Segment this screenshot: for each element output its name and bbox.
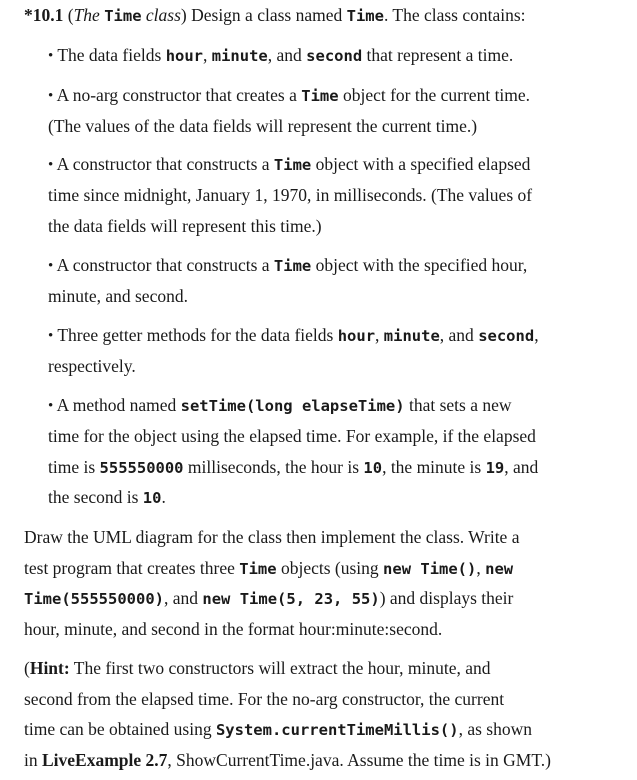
bullet-point: • xyxy=(48,88,54,104)
bullet-line: time for the object using the elapsed time. For example, if the elapsed xyxy=(48,426,536,446)
bullet-line: the second is 10. xyxy=(48,487,166,507)
bullet-line: minute, and second. xyxy=(48,286,188,306)
exercise-number: *10.1 xyxy=(24,5,64,25)
instructions-line: hour, minute, and second in the format hour:minute:second. xyxy=(24,619,443,639)
hint-line: second from the elapsed time. For the no-arg constructor, the current xyxy=(24,689,505,709)
bullet-point: • xyxy=(48,398,54,414)
live-example-link: LiveExample 2.7 xyxy=(42,750,168,770)
bullet-hms-constructor: • A constructor that constructs a Time object with the specified hour, xyxy=(48,255,528,275)
exercise-heading: *10.1 (The Time class) Design a class named Time. The class contains: xyxy=(24,5,526,25)
hint-paragraph: (Hint: The first two constructors will extract the hour, minute, and xyxy=(24,658,491,678)
instructions-line: Time(555550000), and new Time(5, 23, 55)) and displays their xyxy=(24,588,514,608)
bullet-data-fields: • The data fields hour, minute, and second that represent a time. xyxy=(48,45,514,65)
bullet-getter-methods: • Three getter methods for the data fields hour, minute, and second, xyxy=(48,325,539,345)
bullet-settime-method: • A method named setTime(long elapseTime) that sets a new xyxy=(48,395,512,415)
bullet-no-arg-constructor: • A no-arg constructor that creates a Time object for the current time. xyxy=(48,85,531,105)
bullet-point: • xyxy=(48,48,54,64)
instructions-line: test program that creates three Time objects (using new Time(), new xyxy=(24,558,514,578)
bullet-point: • xyxy=(48,157,54,173)
class-name: Time xyxy=(346,7,384,25)
bullet-line: respectively. xyxy=(48,356,136,376)
bullet-point: • xyxy=(48,258,54,274)
bullet-line: time since midnight, January 1, 1970, in milliseconds. (The values of xyxy=(48,185,533,205)
bullet-line: (The values of the data fields will represent the current time.) xyxy=(48,116,478,136)
hint-line: in LiveExample 2.7, ShowCurrentTime.java. Assume the time is in GMT.) xyxy=(24,750,551,770)
hint-line: time can be obtained using System.currentTimeMillis(), as shown xyxy=(24,719,533,739)
bullet-point: • xyxy=(48,328,54,344)
bullet-elapsed-constructor: • A constructor that constructs a Time object with a specified elapsed xyxy=(48,154,531,174)
instructions-paragraph: Draw the UML diagram for the class then implement the class. Write a xyxy=(24,527,520,547)
bullet-line: the data fields will represent this time.) xyxy=(48,216,322,236)
bullet-line: time is 555550000 milliseconds, the hour is 10, the minute is 19, and xyxy=(48,457,539,477)
hint-label: Hint: xyxy=(29,658,70,678)
